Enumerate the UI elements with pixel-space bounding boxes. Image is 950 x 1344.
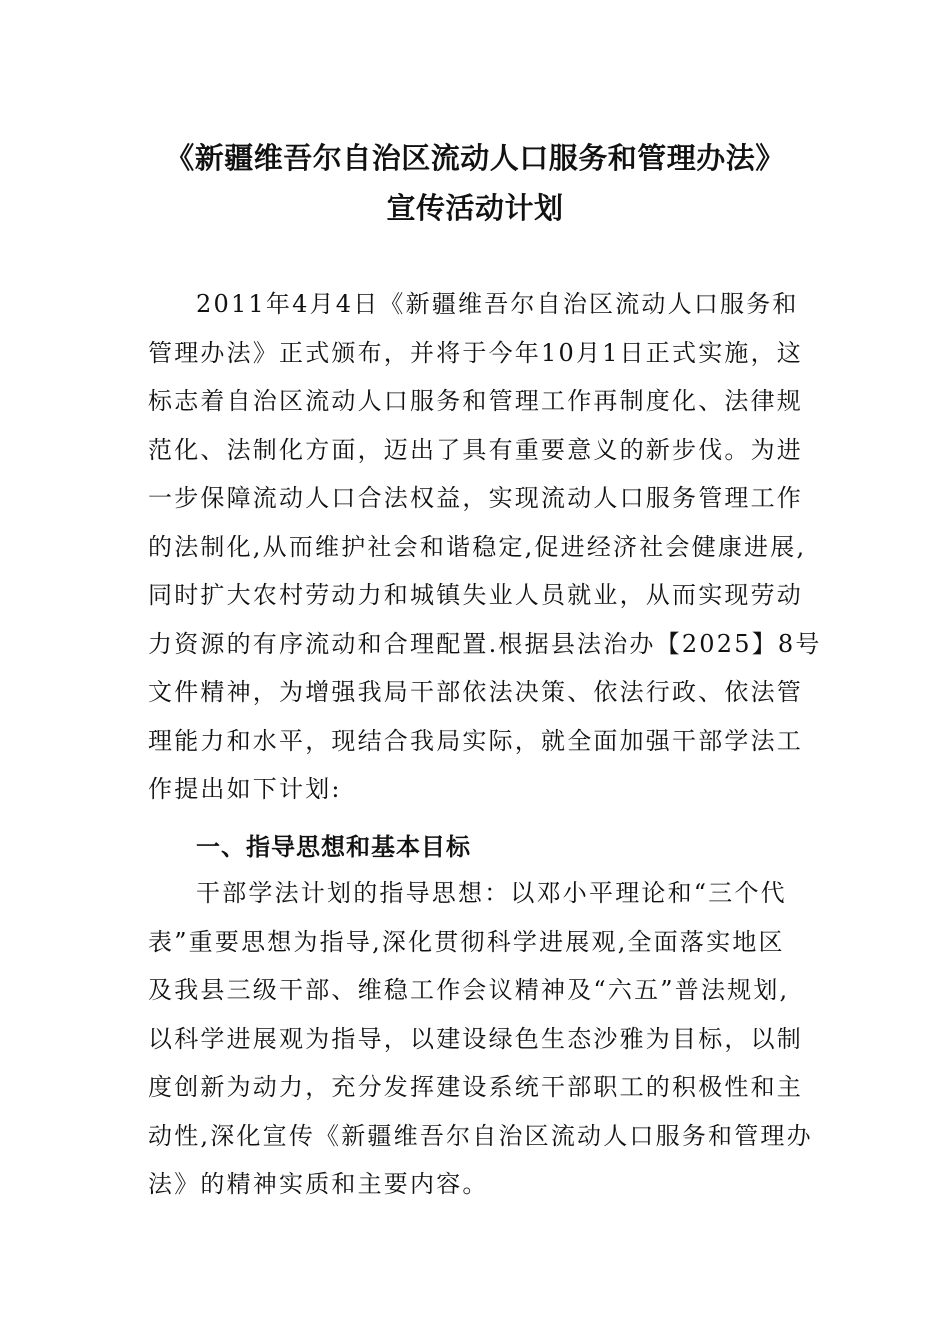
- paragraph-line: 的法制化,从而维护社会和谐稳定,促进经济社会健康进展,: [148, 532, 807, 561]
- paragraph-line: 2011年4月4日《新疆维吾尔自治区流动人口服务和: [196, 290, 799, 318]
- document-title: 《新疆维吾尔自治区流动人口服务和管理办法》: [165, 141, 785, 175]
- paragraph-line: 法》的精神实质和主要内容。: [148, 1170, 489, 1198]
- paragraph-line: 管理办法》正式颁布，并将于今年10月1日正式实施，这: [148, 338, 804, 367]
- paragraph-line: 力资源的有序流动和合理配置.根据县法治办【2025】8号: [148, 629, 822, 658]
- paragraph-line: 干部学法计划的指导思想：以邓小平理论和“三个代: [196, 879, 787, 907]
- paragraph-line: 范化、法制化方面，迈出了具有重要意义的新步伐。为进: [148, 435, 803, 464]
- document-subtitle: 宣传活动计划: [386, 191, 564, 225]
- paragraph-line: 作提出如下计划:: [148, 775, 342, 803]
- guiding-ideology-paragraph: [148, 869, 813, 1209]
- paragraph-line: 度创新为动力，充分发挥建设系统干部职工的积极性和主: [148, 1073, 803, 1101]
- intro-paragraph: [148, 280, 822, 814]
- section-heading: 一、指导思想和基本目标: [196, 833, 471, 861]
- paragraph-line: 动性,深化宣传《新疆维吾尔自治区流动人口服务和管理办: [148, 1121, 813, 1150]
- paragraph-line: 以科学进展观为指导，以建设绿色生态沙雅为目标，以制: [148, 1024, 803, 1053]
- paragraph-line: 一步保障流动人口合法权益，实现流动人口服务管理工作: [148, 484, 803, 512]
- paragraph-line: 文件精神，为增强我局干部依法决策、依法行政、依法管: [148, 678, 803, 706]
- paragraph-line: 表”重要思想为指导,深化贯彻科学进展观,全面落实地区: [148, 927, 785, 956]
- paragraph-line: 理能力和水平，现结合我局实际，就全面加强干部学法工: [148, 726, 803, 755]
- paragraph-line: 标志着自治区流动人口服务和管理工作再制度化、法律规: [148, 387, 803, 415]
- paragraph-line: 同时扩大农村劳动力和城镇失业人员就业，从而实现劳动: [148, 581, 803, 609]
- paragraph-line: 及我县三级干部、维稳工作会议精神及“六五”普法规划,: [148, 976, 790, 1004]
